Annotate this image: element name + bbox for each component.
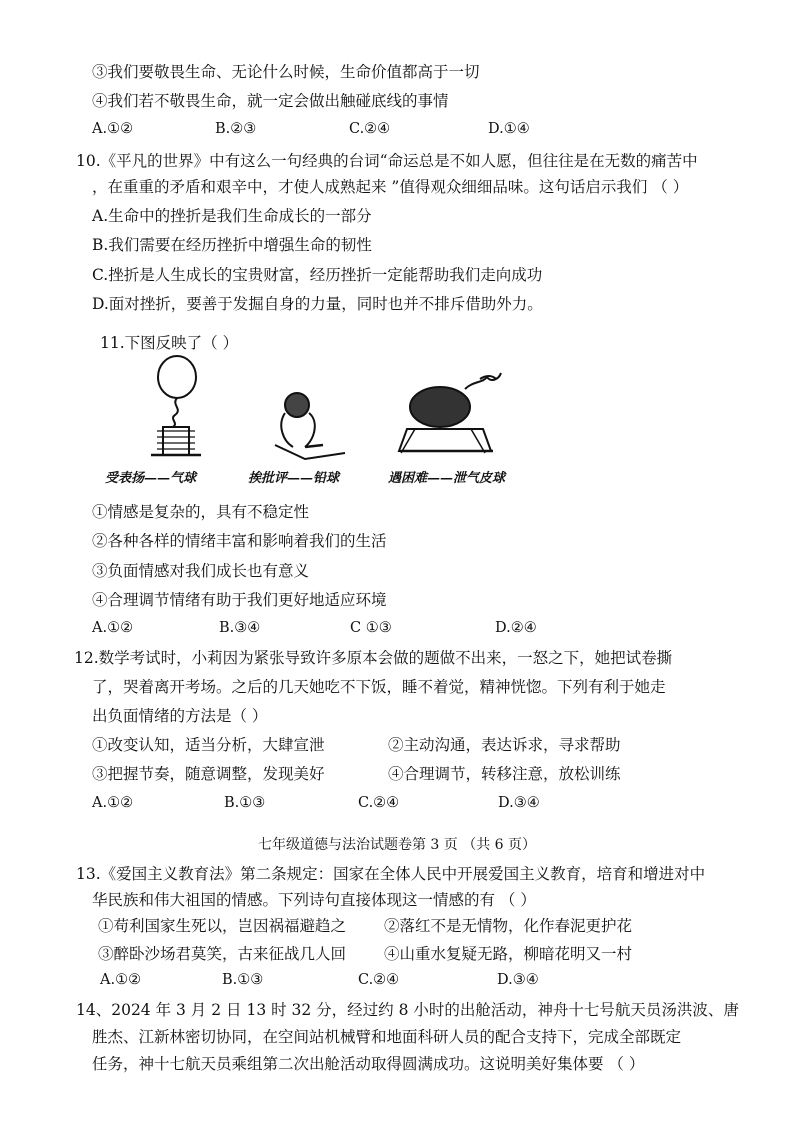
- q11-option-d: D.②④: [495, 620, 537, 636]
- cartoon-figures: [105, 355, 545, 465]
- q10-option-b: B.我们需要在经历挫折中增强生命的韧性: [92, 236, 372, 254]
- balloon-string: [173, 398, 178, 427]
- caption-praise-balloon: 受表扬——气球: [105, 471, 197, 486]
- q12-stem-line-3: 出负面情绪的方法是（ ）: [92, 707, 268, 725]
- q11-options: [92, 620, 592, 640]
- q9-option-d: D.①④: [488, 121, 530, 137]
- q12-item-4: ④合理调节，转移注意，放松训练: [388, 765, 621, 783]
- q11-illustration: [105, 355, 545, 490]
- q13-stem-line-1: 13.《爱国主义教育法》第二条规定：国家在全体人民中开展爱国主义教育，培育和增进对中: [76, 865, 706, 883]
- q11-item-4: ④合理调节情绪有助于我们更好地适应环境: [92, 591, 387, 609]
- q11-option-c: C ①③: [350, 620, 392, 636]
- q12-options: [92, 795, 592, 815]
- q11-item-3: ③负面情感对我们成长也有意义: [92, 562, 310, 580]
- q12-stem-line-2: 了，哭着离开考场。之后的几天她吃不下饭，睡不着觉，精神恍惚。下列有利于她走: [92, 678, 666, 696]
- caption-difficulty-deflated-ball: 遇困难——泄气皮球: [388, 471, 506, 486]
- q10-option-c: C.挫折是人生成长的宝贵财富，经历挫折一定能帮助我们走向成功: [92, 266, 543, 284]
- q13-option-b: B.①③: [222, 972, 264, 988]
- q12-option-a: A.①②: [92, 795, 134, 811]
- q13-item-3: ③醉卧沙场君莫笑，古来征战几人回: [98, 945, 347, 963]
- air-puff: [465, 373, 501, 389]
- q11-option-b: B.③④: [219, 620, 261, 636]
- q13-stem-line-2: 华民族和伟大祖国的情感。下列诗句直接体现这一情感的有 （ ）: [92, 891, 536, 909]
- q11-item-2: ②各种各样的情绪丰富和影响着我们的生活: [92, 532, 387, 550]
- deflated-ball-figure: [399, 373, 501, 453]
- q12-item-2: ②主动沟通，表达诉求，寻求帮助: [388, 736, 621, 754]
- q13-option-c: C.②④: [358, 972, 400, 988]
- q13-option-a: A.①②: [100, 972, 142, 988]
- deflated-ball: [410, 387, 470, 427]
- q12-option-d: D.③④: [498, 795, 540, 811]
- q10-stem-line-1: 10.《平凡的世界》中有这么一句经典的台词“命运总是不如人愿，但往往是在无数的痛苦中: [76, 152, 698, 170]
- q9-options: [92, 121, 592, 141]
- shotput-head: [285, 393, 309, 417]
- q12-item-1: ①改变认知，适当分析，大肆宣泄: [92, 736, 325, 754]
- balloon-shape: [158, 356, 196, 398]
- q13-item-4: ④山重水复疑无路，柳暗花明又一村: [384, 945, 633, 963]
- q12-stem-line-1: 12.数学考试时，小莉因为紧张导致许多原本会做的题做不出来，一怒之下，她把试卷撕: [74, 649, 673, 667]
- q10-option-a: A.生命中的挫折是我们生命成长的一部分: [92, 207, 372, 225]
- q13-item-2: ②落红不是无情物，化作春泥更护花: [384, 917, 633, 935]
- bent-back: [281, 413, 293, 447]
- q11-stem: 11.下图反映了（ ）: [100, 334, 239, 352]
- q12-item-3: ③把握节奏，随意调整，发现美好: [92, 765, 325, 783]
- q9-option-a: A.①②: [92, 121, 134, 137]
- q10-stem-line-2: ，在重重的矛盾和艰辛中，才使人成熟起来 ”值得观众细细品味。这句话启示我们 （ ）: [92, 178, 689, 196]
- caption-criticism-shotput: 挨批评——铅球: [248, 471, 340, 486]
- q9-option-b: B.②③: [215, 121, 257, 137]
- shotput-figure: [275, 393, 345, 459]
- q10-option-d: D.面对挫折，要善于发掘自身的力量，同时也并不排斥借助外力。: [92, 295, 543, 313]
- q11-option-a: A.①②: [92, 620, 134, 636]
- q13-option-d: D.③④: [497, 972, 539, 988]
- q14-stem-line-3: 任务，神十七航天员乘组第二次出舱活动取得圆满成功。这说明美好集体要 （ ）: [92, 1055, 645, 1073]
- q14-stem-line-2: 胜杰、江新林密切协同，在空间站机械臂和地面科研人员的配合支持下，完成全部既定: [92, 1028, 682, 1046]
- page-footer: 七年级道德与法治试题卷第 3 页 （共 6 页）: [257, 837, 537, 853]
- q13-options: [100, 972, 600, 992]
- q9-item-3: ③我们要敬畏生命、无论什么时候，生命价值都高于一切: [92, 63, 480, 81]
- q9-item-4: ④我们若不敬畏生命，就一定会做出触碰底线的事情: [92, 92, 449, 110]
- q12-option-c: C.②④: [358, 795, 400, 811]
- balloon-figure: [151, 356, 201, 455]
- q12-option-b: B.①③: [224, 795, 266, 811]
- q9-option-c: C.②④: [349, 121, 391, 137]
- q11-item-1: ①情感是复杂的，具有不稳定性: [92, 503, 310, 521]
- q14-stem-line-1: 14、2024 年 3 月 2 日 13 时 32 分，经过约 8 小时的出舱活动，神舟十七号航天员汤洪波、唐: [76, 1001, 739, 1019]
- q13-item-1: ①苟利国家生死以，岂因祸福避趋之: [98, 917, 347, 935]
